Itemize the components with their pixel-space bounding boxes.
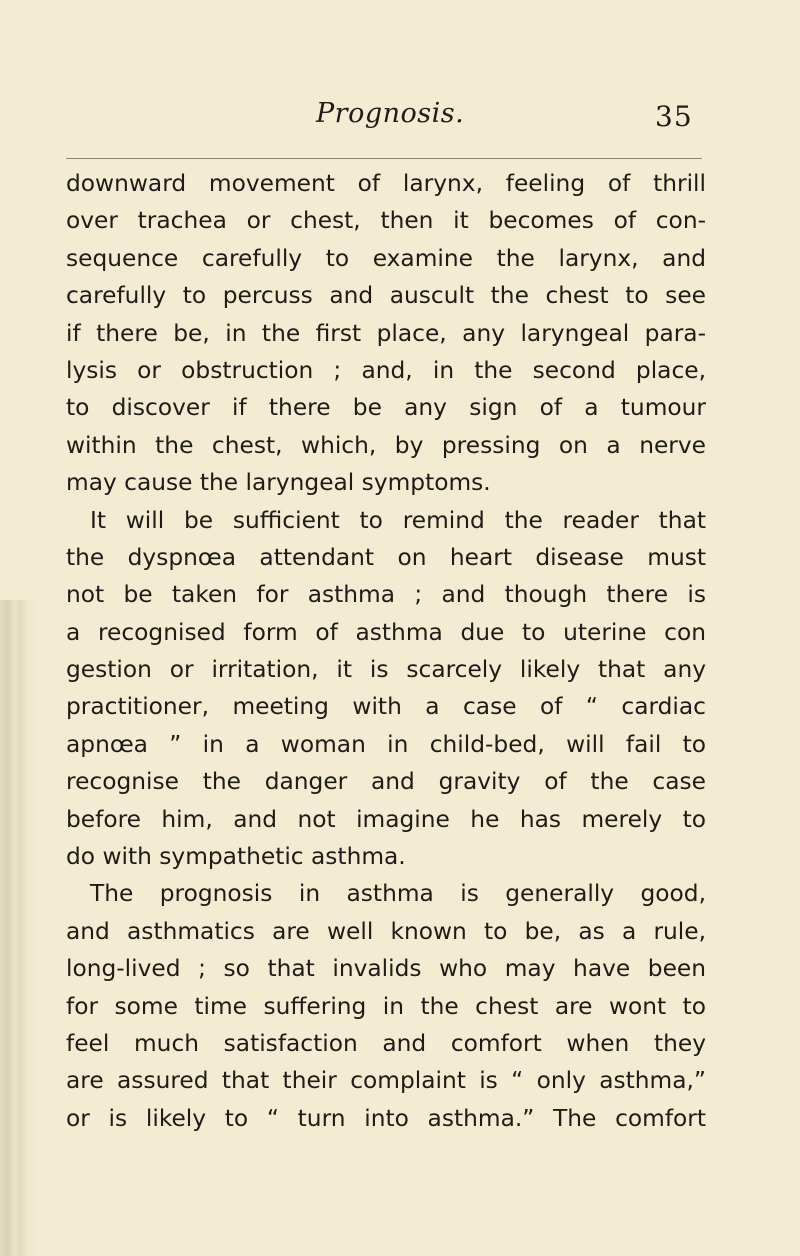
text-line: may cause the laryngeal symptoms. xyxy=(66,469,491,497)
text-line: apnœa ” in a woman in child-bed, will fail to xyxy=(66,730,706,758)
text-line: within the chest, which, by pressing on a nerve xyxy=(66,431,706,459)
text-line: or is likely to “ turn into asthma.” The comfort xyxy=(66,1104,706,1132)
text-line: It will be sufficient to remind the reader that xyxy=(90,506,706,534)
running-head: Prognosis. xyxy=(316,98,465,129)
text-line: sequence carefully to examine the larynx, and xyxy=(66,244,706,272)
text-line: recognise the danger and gravity of the case xyxy=(66,768,706,796)
text-line: are assured that their complaint is “ only asthma,” xyxy=(66,1067,706,1095)
text-line: for some time suffering in the chest are wont to xyxy=(66,992,706,1020)
text-line: downward movement of larynx, feeling of thrill xyxy=(66,170,706,197)
text-line: to discover if there be any sign of a tumour xyxy=(66,394,706,422)
text-line: practitioner, meeting with a case of “ cardiac xyxy=(66,693,706,721)
text-line: carefully to percuss and auscult the chest to see xyxy=(66,282,706,310)
text-line: before him, and not imagine he has merely to xyxy=(66,805,706,833)
header-rule xyxy=(66,158,702,159)
body-text xyxy=(66,165,706,1137)
page-gutter-edge xyxy=(0,600,38,1256)
text-line: the dyspnœa attendant on heart disease must xyxy=(66,543,706,571)
text-line: over trachea or chest, then it becomes of con- xyxy=(66,207,706,235)
text-line: if there be, in the first place, any laryngeal para- xyxy=(66,319,706,347)
text-line: gestion or irritation, it is scarcely likely that any xyxy=(66,656,706,684)
text-line: do with sympathetic asthma. xyxy=(66,843,406,871)
page-number: 35 xyxy=(655,100,693,133)
text-line: a recognised form of asthma due to uterine con xyxy=(66,618,706,646)
text-line: long-lived ; so that invalids who may have been xyxy=(66,955,706,983)
page-header xyxy=(0,98,800,138)
text-line: The prognosis in asthma is generally good, xyxy=(90,880,706,908)
text-line: not be taken for asthma ; and though there is xyxy=(66,581,706,609)
text-line: and asthmatics are well known to be, as a rule, xyxy=(66,917,706,945)
text-line: lysis or obstruction ; and, in the second place, xyxy=(66,356,706,384)
text-line: feel much satisfaction and comfort when they xyxy=(66,1029,706,1057)
